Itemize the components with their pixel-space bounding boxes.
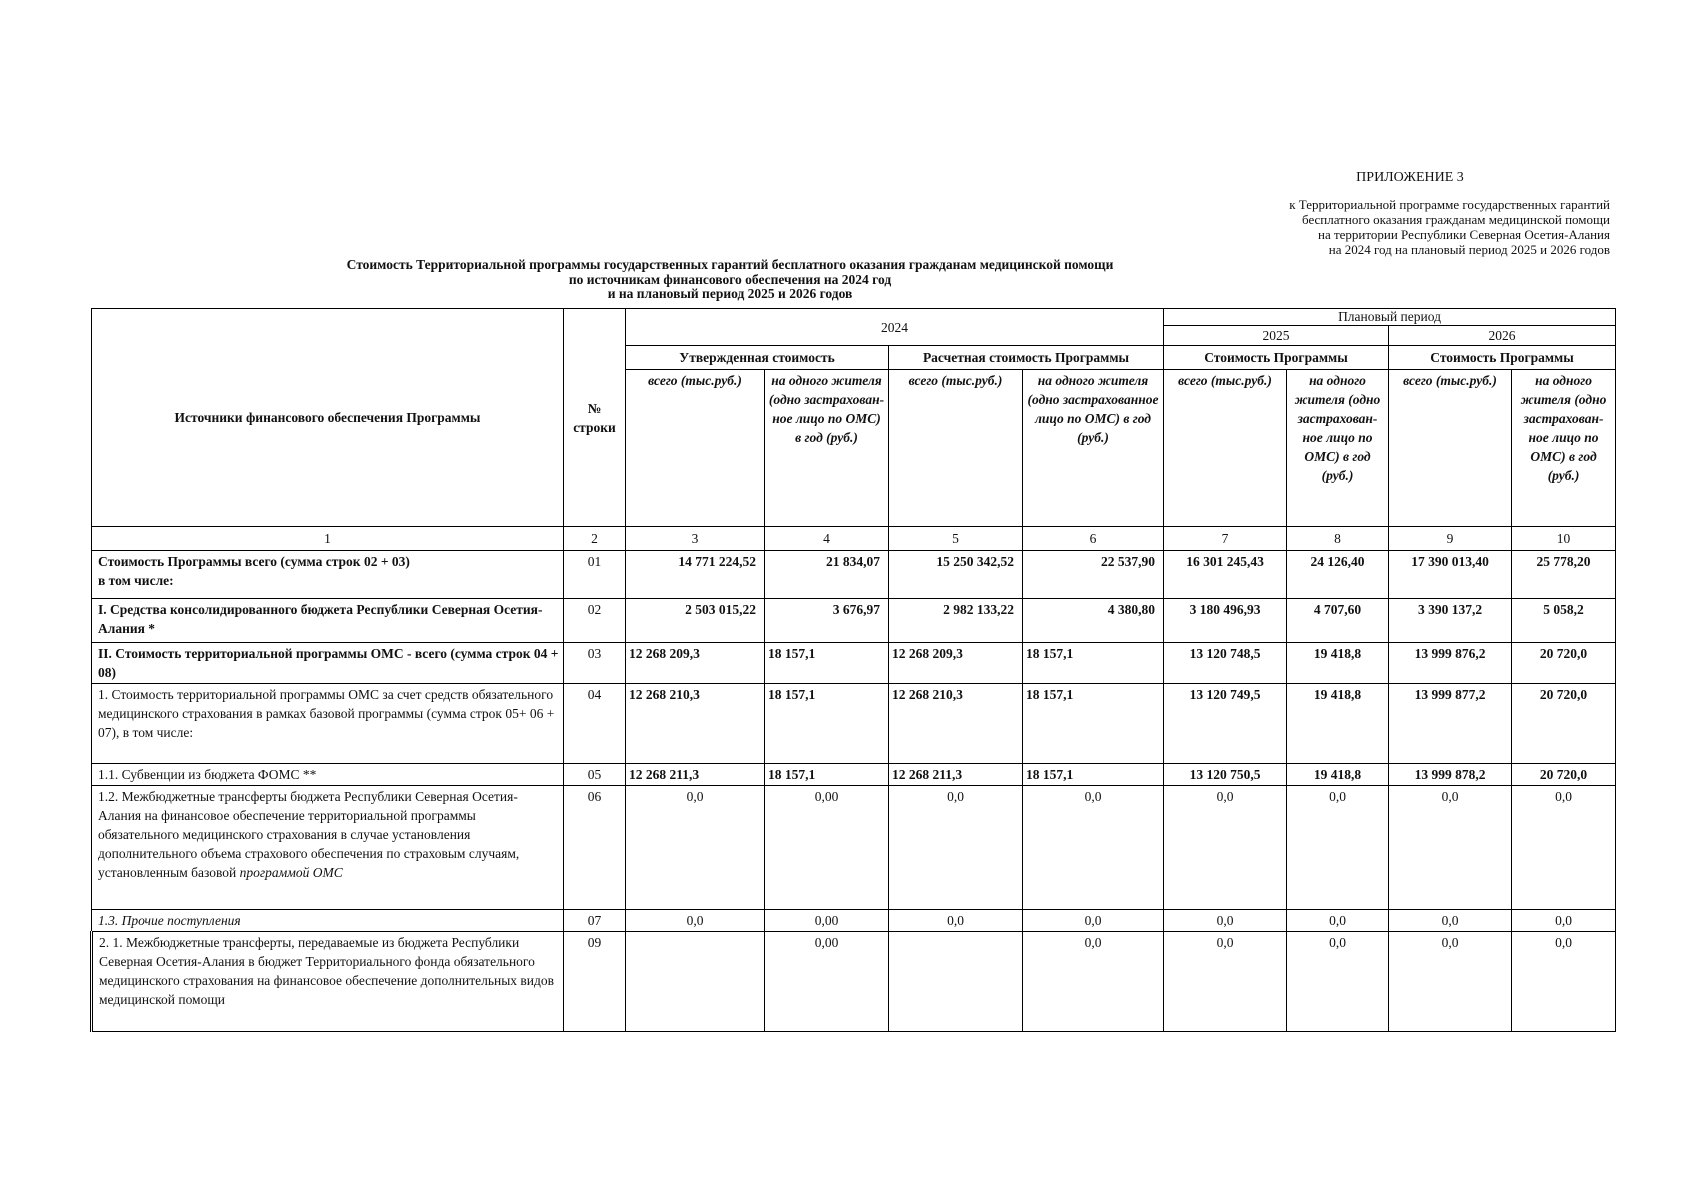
table-row xyxy=(92,643,1616,684)
row-number: 04 xyxy=(564,684,626,764)
value-cell: 19 418,8 xyxy=(1287,643,1389,684)
row-source-italic: программой ОМС xyxy=(239,865,343,880)
value-cell: 0,0 xyxy=(1287,786,1389,910)
value-cell: 16 301 245,43 xyxy=(1164,551,1287,599)
value-cell: 12 268 209,3 xyxy=(626,643,765,684)
column-number-row xyxy=(92,527,1616,551)
value-cell: 2 982 133,22 xyxy=(889,599,1023,643)
value-cell: 0,00 xyxy=(765,910,889,932)
subtitle-line: на территории Республики Северная Осетия-Алания xyxy=(1318,227,1610,242)
subtitle-line: на 2024 год на плановый период 2025 и 2026 годов xyxy=(1328,242,1610,257)
header-calculated-cost: Расчетная стоимость Программы xyxy=(889,346,1164,370)
column-number: 8 xyxy=(1287,527,1389,551)
row-source: 1.1. Субвенции из бюджета ФОМС ** xyxy=(92,764,564,786)
value-cell: 13 999 877,2 xyxy=(1389,684,1512,764)
row-source-clipped xyxy=(98,552,560,590)
row-source: 1.3. Прочие поступления xyxy=(92,910,564,932)
row-source: 2. 1. Межбюджетные трансферты, передаваемые из бюджета Республики Северная Осетия-Алания в бюджет Территориального фонда обязательного медицинского страхования на финансовое обеспечение дополнительных видов медицинской помощи xyxy=(92,932,564,1032)
value-cell: 18 157,1 xyxy=(1023,684,1164,764)
value-cell: 4 380,80 xyxy=(1023,599,1164,643)
row-number: 01 xyxy=(564,551,626,599)
header-year-2025: 2025 xyxy=(1164,326,1389,346)
value-cell: 18 157,1 xyxy=(765,684,889,764)
cost-table-sheet xyxy=(90,308,1614,1032)
value-cell: 0,0 xyxy=(1164,932,1287,1032)
row-number: 06 xyxy=(564,786,626,910)
row-source xyxy=(92,786,564,910)
row-number: 09 xyxy=(564,932,626,1032)
table-row xyxy=(92,551,1616,599)
value-cell: 13 999 876,2 xyxy=(1389,643,1512,684)
value-cell: 0,0 xyxy=(1023,910,1164,932)
header-source: Источники финансового обеспечения Программы xyxy=(92,309,564,527)
subtitle-line: к Территориальной программе государственных гарантий xyxy=(1289,197,1610,212)
row-source-clipped-note: в том числе: xyxy=(98,573,174,588)
value-cell: 0,0 xyxy=(1164,910,1287,932)
column-number: 5 xyxy=(889,527,1023,551)
value-cell: 0,0 xyxy=(1164,786,1287,910)
row-source-text: Стоимость Программы всего (сумма строк 02 + 03) xyxy=(98,554,410,569)
value-cell: 18 157,1 xyxy=(765,764,889,786)
row-number: 02 xyxy=(564,599,626,643)
header-per-capita: на одного жителя (одно застрахован-ное лицо по ОМС) в год (руб.) xyxy=(1287,370,1389,527)
title-line: и на плановый период 2025 и 2026 годов xyxy=(607,286,853,301)
header-year-2024: 2024 xyxy=(626,309,1164,346)
value-cell: 12 268 210,3 xyxy=(626,684,765,764)
value-cell: 13 120 749,5 xyxy=(1164,684,1287,764)
value-cell: 4 707,60 xyxy=(1287,599,1389,643)
row-source: II. Стоимость территориальной программы ОМС - всего (сумма строк 04 + 08) xyxy=(92,643,564,684)
header-program-cost-2025: Стоимость Программы xyxy=(1164,346,1389,370)
row-source: I. Средства консолидированного бюджета Республики Северная Осетия-Алания * xyxy=(92,599,564,643)
value-cell: 0,0 xyxy=(1287,910,1389,932)
value-cell: 19 418,8 xyxy=(1287,764,1389,786)
value-cell: 12 268 209,3 xyxy=(889,643,1023,684)
column-number: 2 xyxy=(564,527,626,551)
value-cell: 0,0 xyxy=(1287,932,1389,1032)
row-number: 05 xyxy=(564,764,626,786)
value-cell: 3 390 137,2 xyxy=(1389,599,1512,643)
value-cell: 15 250 342,52 xyxy=(889,551,1023,599)
value-cell: 18 157,1 xyxy=(1023,643,1164,684)
value-cell: 13 120 748,5 xyxy=(1164,643,1287,684)
document-title xyxy=(230,258,1230,302)
value-cell: 17 390 013,40 xyxy=(1389,551,1512,599)
value-cell: 24 126,40 xyxy=(1287,551,1389,599)
value-cell: 18 157,1 xyxy=(765,643,889,684)
table-row xyxy=(92,684,1616,764)
header-year-2026: 2026 xyxy=(1389,326,1616,346)
value-cell: 12 268 211,3 xyxy=(626,764,765,786)
value-cell: 20 720,0 xyxy=(1512,764,1616,786)
value-cell xyxy=(626,932,765,1032)
table-row xyxy=(92,786,1616,910)
row-number: 07 xyxy=(564,910,626,932)
table-row xyxy=(92,764,1616,786)
value-cell: 0,0 xyxy=(1512,786,1616,910)
value-cell: 25 778,20 xyxy=(1512,551,1616,599)
program-reference xyxy=(1090,197,1610,257)
header-planned-period: Плановый период xyxy=(1164,309,1616,326)
header-total: всего (тыс.руб.) xyxy=(1164,370,1287,527)
value-cell: 3 676,97 xyxy=(765,599,889,643)
value-cell: 0,0 xyxy=(1389,786,1512,910)
header-approved-cost: Утвержденная стоимость xyxy=(626,346,889,370)
title-line: по источникам финансового обеспечения на 2024 год xyxy=(568,271,892,287)
value-cell: 20 720,0 xyxy=(1512,684,1616,764)
value-cell: 0,0 xyxy=(889,910,1023,932)
appendix-label: ПРИЛОЖЕНИЕ 3 xyxy=(1356,170,1464,185)
value-cell: 18 157,1 xyxy=(1023,764,1164,786)
column-number: 7 xyxy=(1164,527,1287,551)
header-total: всего (тыс.руб.) xyxy=(626,370,765,527)
value-cell: 0,0 xyxy=(626,786,765,910)
value-cell: 0,0 xyxy=(1512,932,1616,1032)
header-per-capita: на одного жителя (одно застрахованное лицо по ОМС) в год (руб.) xyxy=(1023,370,1164,527)
value-cell: 12 268 211,3 xyxy=(889,764,1023,786)
row-source-text: 1.2. Межбюджетные трансферты бюджета Республики Северная Осетия-Алания на финансовое обеспечение территориальной программы обязательного медицинского страхования в случае установления дополнительного объема страхового обеспечения по страховым случаям, установленным базовой xyxy=(98,789,520,880)
table-row xyxy=(92,910,1616,932)
value-cell: 5 058,2 xyxy=(1512,599,1616,643)
column-number: 9 xyxy=(1389,527,1512,551)
value-cell: 13 120 750,5 xyxy=(1164,764,1287,786)
column-number: 10 xyxy=(1512,527,1616,551)
value-cell: 0,0 xyxy=(1389,910,1512,932)
value-cell: 12 268 210,3 xyxy=(889,684,1023,764)
value-cell: 21 834,07 xyxy=(765,551,889,599)
value-cell xyxy=(889,932,1023,1032)
value-cell: 14 771 224,52 xyxy=(626,551,765,599)
value-cell: 0,0 xyxy=(1512,910,1616,932)
value-cell: 3 180 496,93 xyxy=(1164,599,1287,643)
row-source xyxy=(92,551,564,599)
subtitle-line: бесплатного оказания гражданам медицинской помощи xyxy=(1302,212,1610,227)
row-source: 1. Стоимость территориальной программы ОМС за счет средств обязательного медицинского страхования в рамках базовой программы (сумма строк 05+ 06 + 07), в том числе: xyxy=(92,684,564,764)
column-number: 3 xyxy=(626,527,765,551)
header-row-number: № строки xyxy=(564,309,626,527)
header-total: всего (тыс.руб.) xyxy=(889,370,1023,527)
title-line: Стоимость Территориальной программы государственных гарантий бесплатного оказания гражданам медицинской помощи xyxy=(346,257,1114,272)
value-cell: 13 999 878,2 xyxy=(1389,764,1512,786)
header-per-capita: на одного жителя (одно застрахован-ное лицо по ОМС) в год (руб.) xyxy=(1512,370,1616,527)
value-cell: 22 537,90 xyxy=(1023,551,1164,599)
value-cell: 0,00 xyxy=(765,786,889,910)
cost-table xyxy=(90,308,1616,1032)
value-cell: 0,0 xyxy=(1389,932,1512,1032)
value-cell: 20 720,0 xyxy=(1512,643,1616,684)
column-number: 1 xyxy=(92,527,564,551)
table-row xyxy=(92,932,1616,1032)
value-cell: 2 503 015,22 xyxy=(626,599,765,643)
header-per-capita: на одного жителя (одно застрахован-ное лицо по ОМС) в год (руб.) xyxy=(765,370,889,527)
column-number: 4 xyxy=(765,527,889,551)
value-cell: 19 418,8 xyxy=(1287,684,1389,764)
row-number: 03 xyxy=(564,643,626,684)
value-cell: 0,00 xyxy=(765,932,889,1032)
value-cell: 0,0 xyxy=(889,786,1023,910)
header-program-cost-2026: Стоимость Программы xyxy=(1389,346,1616,370)
value-cell: 0,0 xyxy=(626,910,765,932)
column-number: 6 xyxy=(1023,527,1164,551)
value-cell: 0,0 xyxy=(1023,786,1164,910)
header-total: всего (тыс.руб.) xyxy=(1389,370,1512,527)
table-row xyxy=(92,599,1616,643)
value-cell: 0,0 xyxy=(1023,932,1164,1032)
